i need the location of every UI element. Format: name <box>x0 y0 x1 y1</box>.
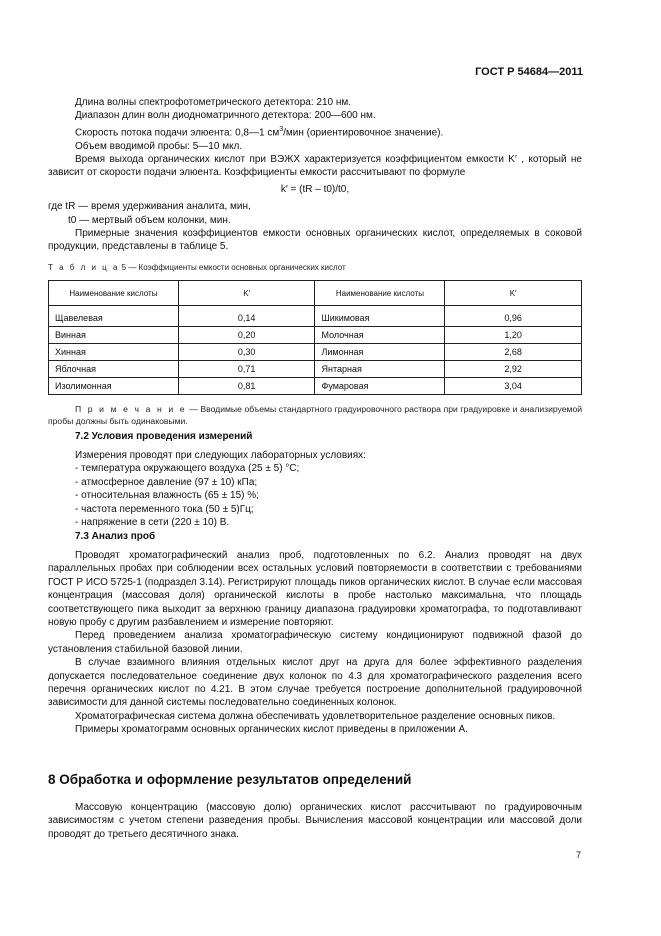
table-cell: Щавелевая <box>49 306 179 327</box>
table-row <box>49 378 582 395</box>
paragraph: Длина волны спектрофотометрического детектора: 210 нм. <box>75 97 352 108</box>
section-heading: 7.3 Анализ проб <box>75 531 156 542</box>
intro-section <box>48 96 582 254</box>
table-cell: 0,30 <box>178 344 315 361</box>
paragraph: Перед проведением анализа хроматографическую систему кондиционируют подвижной фазой до установления стабильной базовой линии. <box>48 630 582 655</box>
paragraph: Время выхода органических кислот при ВЭЖХ характеризуется коэффициентом емкости K′ , который не зависит от скорости подачи элюента. Коэффициенты емкости рассчитывают по формуле <box>48 153 582 179</box>
list-item: - температура окружающего воздуха (25 ± 5) °С; <box>75 463 300 475</box>
table-cell: Шикимовая <box>315 306 445 327</box>
paragraph: Проводят хроматографический анализ проб, подготовленных по 6.2. Анализ проводят на двух параллельных пробах при соблюдении всех остальных условий повторяемости в соответствии с требованиями ГОСТ Р ИСО 5725-1 (подраздел 3.14). Регистрируют площадь пиков органических кислот. В случае если массовая концентрация (массовая доля) органической кислоты в пробе настолько максимальна, что площадь соответствующего пика выходит за верхнюю границу диапазона градуировки хроматографа, то подготавливают новую пробу с другим разбавлением и измерение повторяют. <box>48 550 582 629</box>
definition-item: t0 — мертвый объем колонки, мин. <box>68 214 231 226</box>
paragraph: Измерения проводят при следующих лабораторных условиях: <box>75 450 366 461</box>
paragraph: Хроматографическая система должна обеспечивать удовлетворительное разделение основных пиков. <box>75 710 556 722</box>
table-header-row <box>49 281 582 306</box>
table-cell: Хинная <box>49 344 179 361</box>
table-cell: 3,04 <box>445 378 582 395</box>
section-8 <box>48 801 582 841</box>
column-header: Наименование кислоты <box>315 281 445 306</box>
table-cell: 0,20 <box>178 327 315 344</box>
formula: k′ = (tR – t0)/t0, <box>280 183 350 195</box>
table-row <box>49 327 582 344</box>
column-header: K′ <box>178 281 315 306</box>
table-cell: Молочная <box>315 327 445 344</box>
list-item: - частота переменного тока (50 ± 5)Гц; <box>75 503 254 515</box>
paragraph: Массовую концентрацию (массовую долю) органических кислот рассчитывают по градуировочным зависимостям с учетом степени разведения пробы. Вычисления массовой концентрации или массовой доли проводят до третьего десятичного знака. <box>48 802 582 840</box>
list-item: - напряжение в сети (220 ± 10) В. <box>75 517 230 529</box>
section-heading: 7.2 Условия проведения измерений <box>75 431 253 442</box>
table-cell: 0,14 <box>178 306 315 327</box>
table-cell: 0,81 <box>178 378 315 395</box>
table-row <box>49 306 582 327</box>
column-header: Наименование кислоты <box>49 281 179 306</box>
definition-item: где tR — время удерживания аналита, мин, <box>48 201 251 213</box>
table-cell: Янтарная <box>315 361 445 378</box>
document-header: ГОСТ Р 54684—2011 <box>475 66 583 78</box>
table-note: П р и м е ч а н и е — Вводимые объемы стандартного градуировочного раствора при градуировке и анализируемой пробы должны быть одинаковыми. <box>48 404 583 426</box>
column-header: K′ <box>445 281 582 306</box>
paragraph: Примерные значения коэффициентов емкости основных органических кислот, определяемых в соковой продукции, представлены в таблице 5. <box>48 227 582 253</box>
page-number: 7 <box>575 850 581 860</box>
paragraph: Объем вводимой пробы: 5—10 мкл. <box>75 140 243 152</box>
table-cell: 2,92 <box>445 361 582 378</box>
section-heading: 8 Обработка и оформление результатов определений <box>48 772 412 787</box>
table-row <box>49 344 582 361</box>
list-item: - относительная влажность (65 ± 15) %; <box>75 490 259 502</box>
paragraph: В случае взаимного влияния отдельных кислот друг на друга для более эффективного разделения допускается последовательное соединение двух колонок по 4.3 для хроматографического разделения всего перечня органических кислот по 4.21. В этом случае требуется построение дополнительной градуировочной зависимости для данной системы последовательно соединенных колонок. <box>48 657 582 709</box>
table-cell: Изолимонная <box>49 378 179 395</box>
paragraph: Скорость потока подачи элюента: 0,8—1 $см^3$/мин (ориентировочное значение). <box>75 125 444 139</box>
section-7-3 <box>48 549 582 737</box>
table-cell: 2,68 <box>445 344 582 361</box>
capacity-table <box>48 280 582 395</box>
table-cell: Лимонная <box>315 344 445 361</box>
table-cell: 1,20 <box>445 327 582 344</box>
table-row <box>49 361 582 378</box>
section-7-2 <box>48 449 582 529</box>
table-cell: Яблочная <box>49 361 179 378</box>
table-cell: 0,71 <box>178 361 315 378</box>
paragraph: Примеры хроматограмм основных органических кислот приведены в приложении А. <box>75 724 468 736</box>
paragraph: Диапазон длин волн диодноматричного детектора: 200—600 нм. <box>75 110 376 122</box>
table-caption: Т а б л и ц а 5 — Коэффициенты емкости основных органических кислот <box>48 263 346 272</box>
table-cell: 0,96 <box>445 306 582 327</box>
table-cell: Винная <box>49 327 179 344</box>
table-cell: Фумаровая <box>315 378 445 395</box>
list-item: - атмосферное давление (97 ± 10) кПа; <box>75 476 258 488</box>
